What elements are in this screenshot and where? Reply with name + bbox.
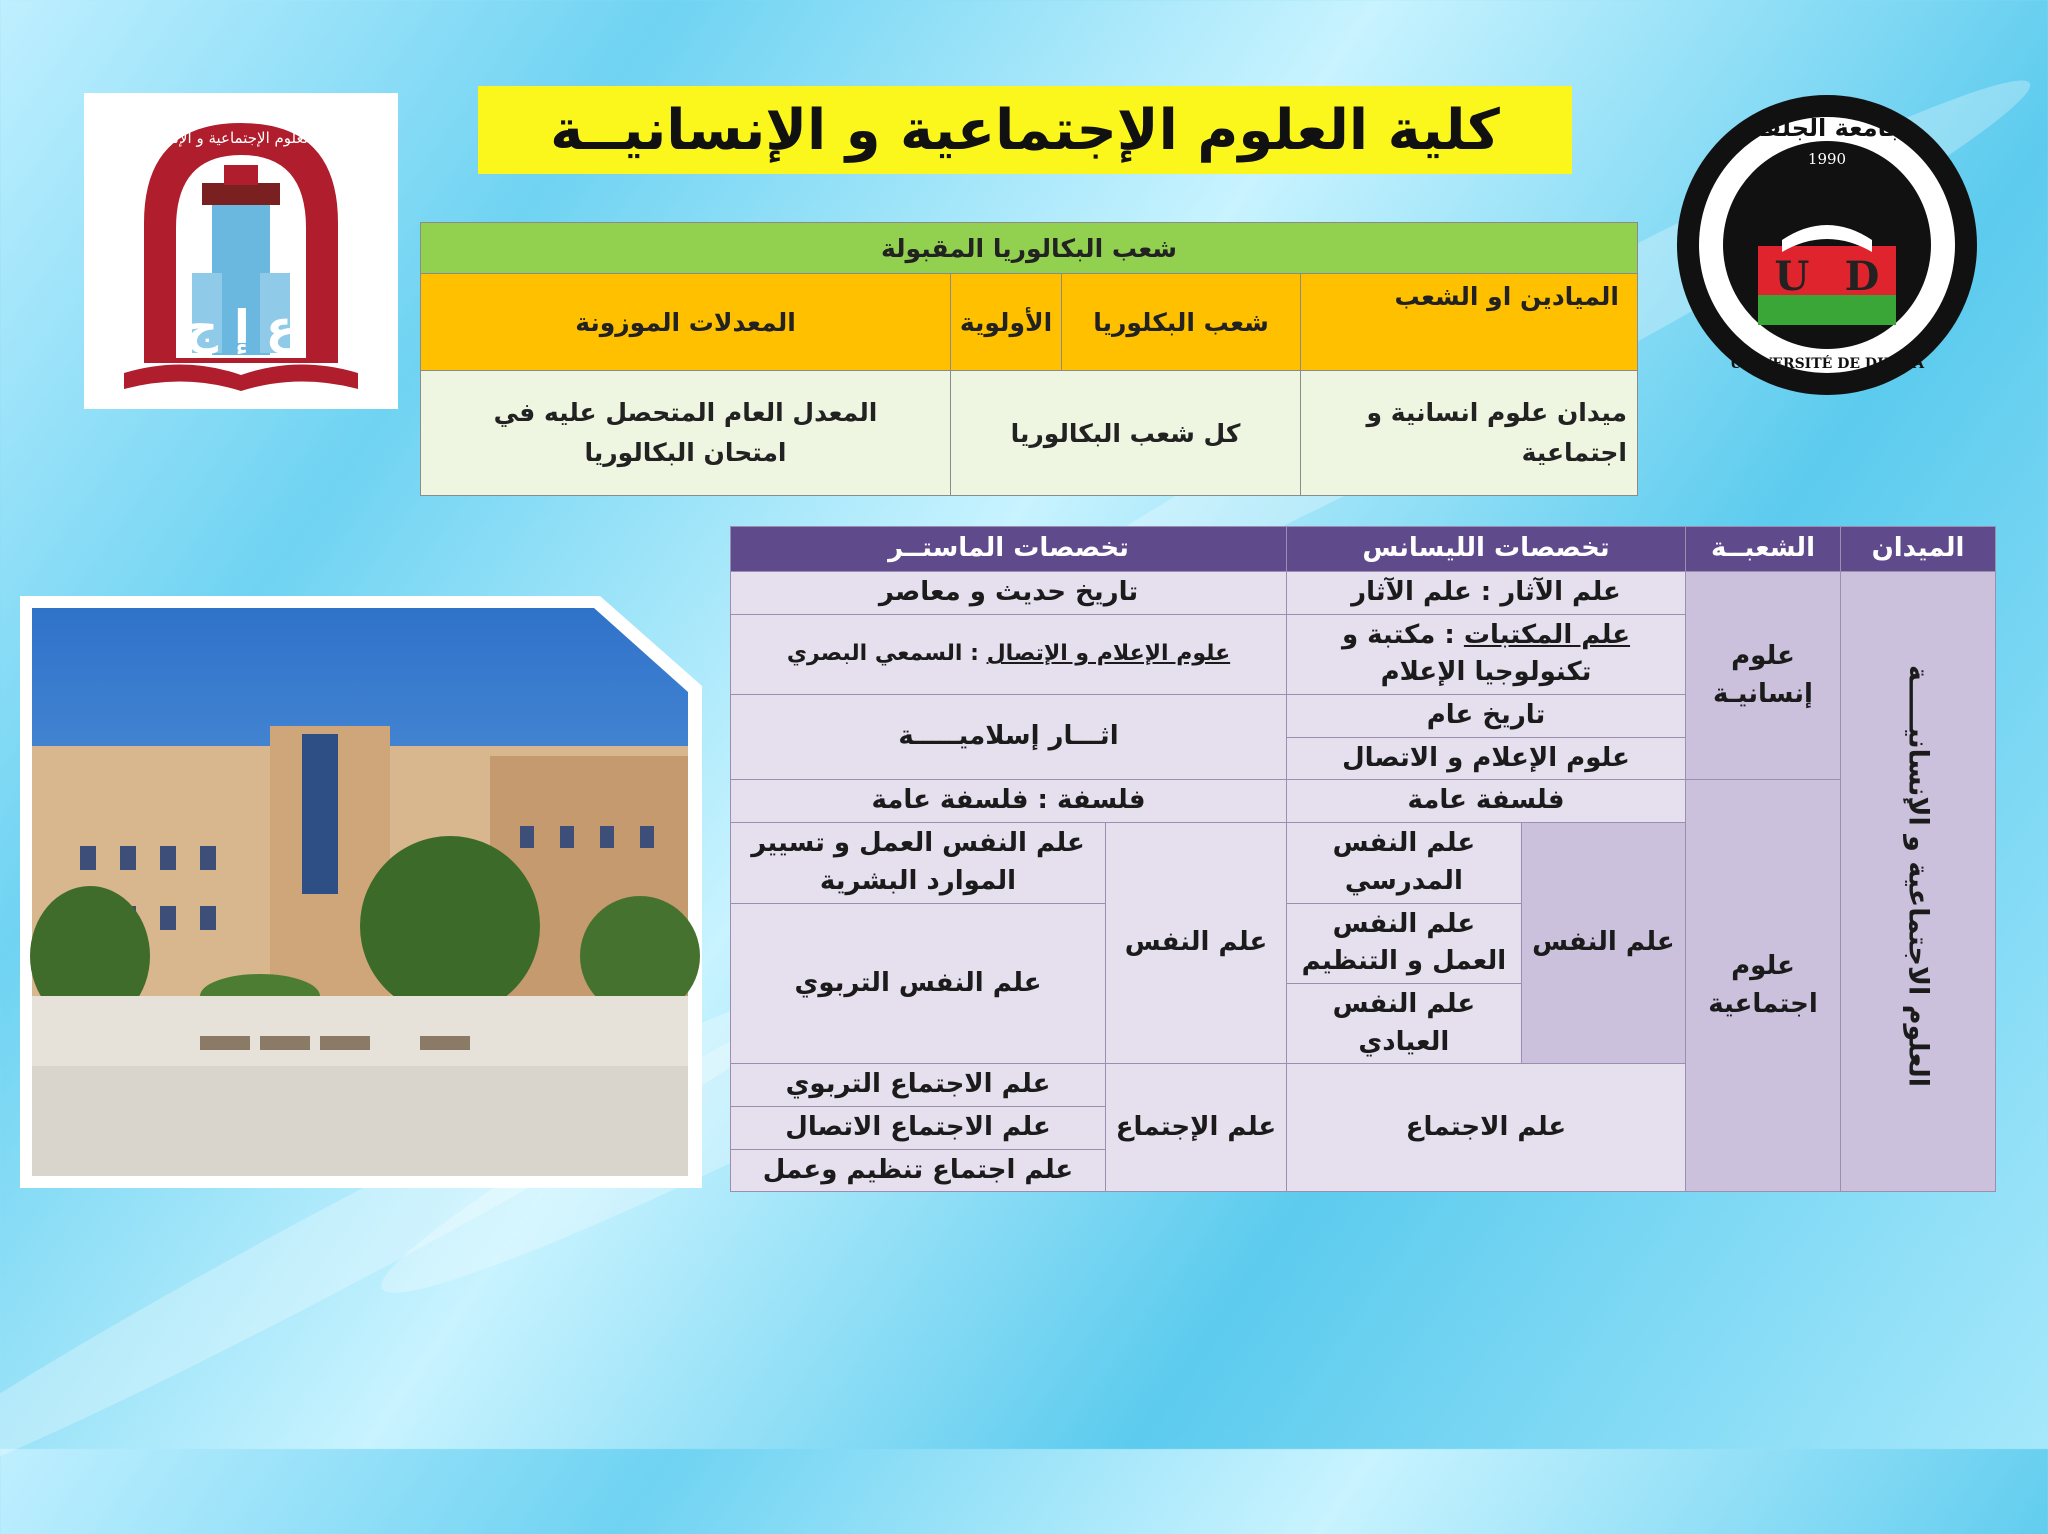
stream-humanities: علوم إنسانيـة <box>1686 572 1841 780</box>
header-domain: الميدان <box>1841 527 1996 572</box>
master-work-psychology: علم النفس العمل و تسيير الموارد البشرية <box>731 823 1106 903</box>
admission-caption: شعب البكالوريا المقبولة <box>421 223 1638 274</box>
master-philosophy: فلسفة : فلسفة عامة <box>731 780 1287 823</box>
licence-library-detail: : مكتبة و تكنولوجيا الإعلام <box>1341 619 1592 688</box>
header-branches: شعب البكلوريا <box>1062 274 1301 371</box>
licence-media: علوم الإعلام و الاتصال <box>1287 737 1686 780</box>
header-priority: الأولوية <box>951 274 1062 371</box>
licence-psychology-group: علم النفس <box>1521 823 1685 1064</box>
header-stream: الشعبــة <box>1686 527 1841 572</box>
header-master: تخصصات الماستــر <box>731 527 1287 572</box>
logo-year: 1990 <box>1807 150 1847 168</box>
licence-library <box>1287 614 1686 694</box>
domain-name: العلوم الاجتماعية و الإنسانيـــــة <box>1902 664 1934 1087</box>
header-fields: الميادين او الشعب <box>1301 274 1638 371</box>
row-weighted: المعدل العام المتحصل عليه في امتحان البكالوريا <box>421 371 951 496</box>
master-educational-sociology: علم الاجتماع التربوي <box>731 1064 1106 1107</box>
programs-table <box>730 526 1996 1192</box>
header-licence: تخصصات الليسانس <box>1287 527 1686 572</box>
master-organization-sociology: علم اجتماع تنظيم وعمل <box>731 1149 1106 1192</box>
logo-letters: ع إ ج <box>184 300 298 354</box>
admission-table <box>420 222 1638 496</box>
licence-library-title: علم المكتبات <box>1463 619 1631 650</box>
faculty-logo <box>84 93 398 409</box>
master-media-title: علوم الإعلام و الإتصال <box>986 641 1231 667</box>
master-psychology-group: علم النفس <box>1106 823 1287 1064</box>
master-islamic-archaeology: اثـــار إسلاميـــــة <box>731 695 1287 780</box>
licence-philosophy: فلسفة عامة <box>1287 780 1686 823</box>
campus-photo <box>20 596 702 1188</box>
licence-general-history: تاريخ عام <box>1287 695 1686 738</box>
logo-letter-u: U <box>1774 253 1810 300</box>
licence-work-psychology: علم النفس العمل و التنظيم <box>1287 903 1522 983</box>
row-field: ميدان علوم انسانية و اجتماعية <box>1301 371 1638 496</box>
stream-social: علوم اجتماعية <box>1686 780 1841 1192</box>
row-branches: كل شعب البكالوريا <box>951 371 1301 496</box>
licence-archaeology: علم الآثار : علم الآثار <box>1287 572 1686 615</box>
licence-school-psychology: علم النفس المدرسي <box>1287 823 1522 903</box>
master-media-detail: : السمعي البصري <box>786 641 987 667</box>
master-media <box>731 614 1287 694</box>
master-educational-psychology: علم النفس التربوي <box>731 903 1106 1064</box>
logo-top-text: جامعة الجلفة <box>1750 114 1904 142</box>
master-communication-sociology: علم الاجتماع الاتصال <box>731 1106 1106 1149</box>
page-title: كلية العلوم الإجتماعية و الإنسانيــة <box>478 86 1572 174</box>
licence-sociology: علم الاجتماع <box>1287 1064 1686 1192</box>
master-modern-history: تاريخ حديث و معاصر <box>731 572 1287 615</box>
domain-cell <box>1841 572 1996 1192</box>
licence-clinical-psychology: علم النفس العيادي <box>1287 983 1522 1063</box>
master-sociology-group: علم الإجتماع <box>1106 1064 1287 1192</box>
logo-bottom-text: UNIVERSITÉ DE DJELFA <box>1729 356 1925 372</box>
header-weighted: المعدلات الموزونة <box>421 274 951 371</box>
logo-letter-d: D <box>1844 253 1880 300</box>
university-logo <box>1672 90 1982 400</box>
logo-arc-text: كلية العلوم الإجتماعية و الإنسانية <box>140 129 342 147</box>
